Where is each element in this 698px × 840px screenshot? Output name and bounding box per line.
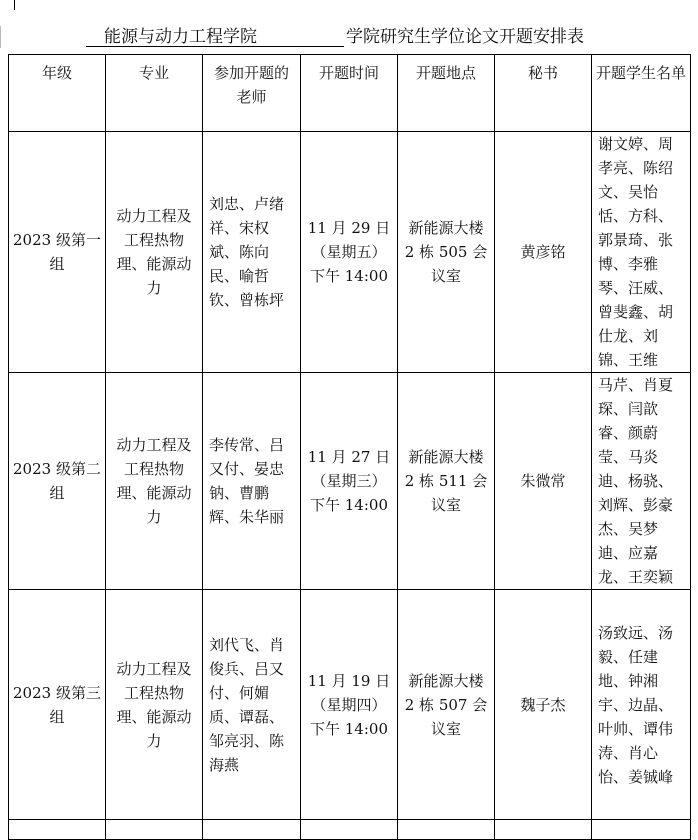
students-cell: 谢文婷、周孝亮、陈绍文、吴怡恬、方科、郭景琦、张博、李雅琴、汪威、曾斐鑫、胡仕龙、刘锦、王维 [592,132,691,373]
grade-cell: 2023 级第二组 [9,373,106,590]
header-students: 开题学生名单 [592,55,691,132]
secretary-cell: 朱微常 [495,373,592,590]
students-cell: 马芹、肖夏琛、闫歆睿、颜蔚莹、马炎迪、杨骁、刘辉、彭豪杰、吴梦迪、应嘉龙、王奕颖 [592,373,691,590]
header-major: 专业 [106,55,203,132]
header-teachers: 参加开题的老师 [203,55,301,132]
college-name: 能源与动力工程学院 [104,27,257,47]
teachers-cell: 刘忠、卢绪祥、宋权斌、陈向民、喻哲钦、曾栋坪 [203,132,301,373]
teachers-cell: 李传常、吕又付、晏忠钠、曹鹏辉、朱华丽 [203,373,301,590]
major-cell: 动力工程及工程热物理、能源动力 [106,590,203,820]
header-grade: 年级 [9,55,106,132]
location-cell: 新能源大楼 2 栋 507 会议室 [398,590,495,820]
location-cell [398,820,495,840]
location-cell: 新能源大楼 2 栋 511 会议室 [398,373,495,590]
time-cell: 11 月 19 日（星期四）下午 14:00 [301,590,398,820]
header-secretary: 秘书 [495,55,592,132]
time-cell [301,820,398,840]
document-title [0,22,698,48]
header-row [9,55,691,132]
secretary-cell [495,820,592,840]
text-cursor [14,0,15,10]
teachers-cell [203,820,301,840]
schedule-table [8,54,691,840]
table-row [9,132,691,373]
secretary-cell: 魏子杰 [495,590,592,820]
table-row [9,373,691,590]
college-fill-blank [86,22,344,47]
students-cell: 汤致远、汤毅、任建地、钟湘宇、边晶、叶帅、谭伟涛、肖心怡、姜铖峰 [592,590,691,820]
title-text: 学院研究生学位论文开题安排表 [346,27,584,47]
location-cell: 新能源大楼 2 栋 505 会议室 [398,132,495,373]
major-cell [106,820,203,840]
table-row-partial [9,820,691,840]
time-cell: 11 月 29 日（星期五）下午 14:00 [301,132,398,373]
grade-cell: 2023 级第三组 [9,590,106,820]
grade-cell [9,820,106,840]
teachers-cell: 刘代飞、肖俊兵、吕又付、何媚质、谭磊、邹亮羽、陈海燕 [203,590,301,820]
grade-cell: 2023 级第一组 [9,132,106,373]
header-location: 开题地点 [398,55,495,132]
major-cell: 动力工程及工程热物理、能源动力 [106,132,203,373]
major-cell: 动力工程及工程热物理、能源动力 [106,373,203,590]
secretary-cell: 黄彦铭 [495,132,592,373]
students-cell [592,820,691,840]
time-cell: 11 月 27 日（星期三）下午 14:00 [301,373,398,590]
header-time: 开题时间 [301,55,398,132]
table-row [9,590,691,820]
